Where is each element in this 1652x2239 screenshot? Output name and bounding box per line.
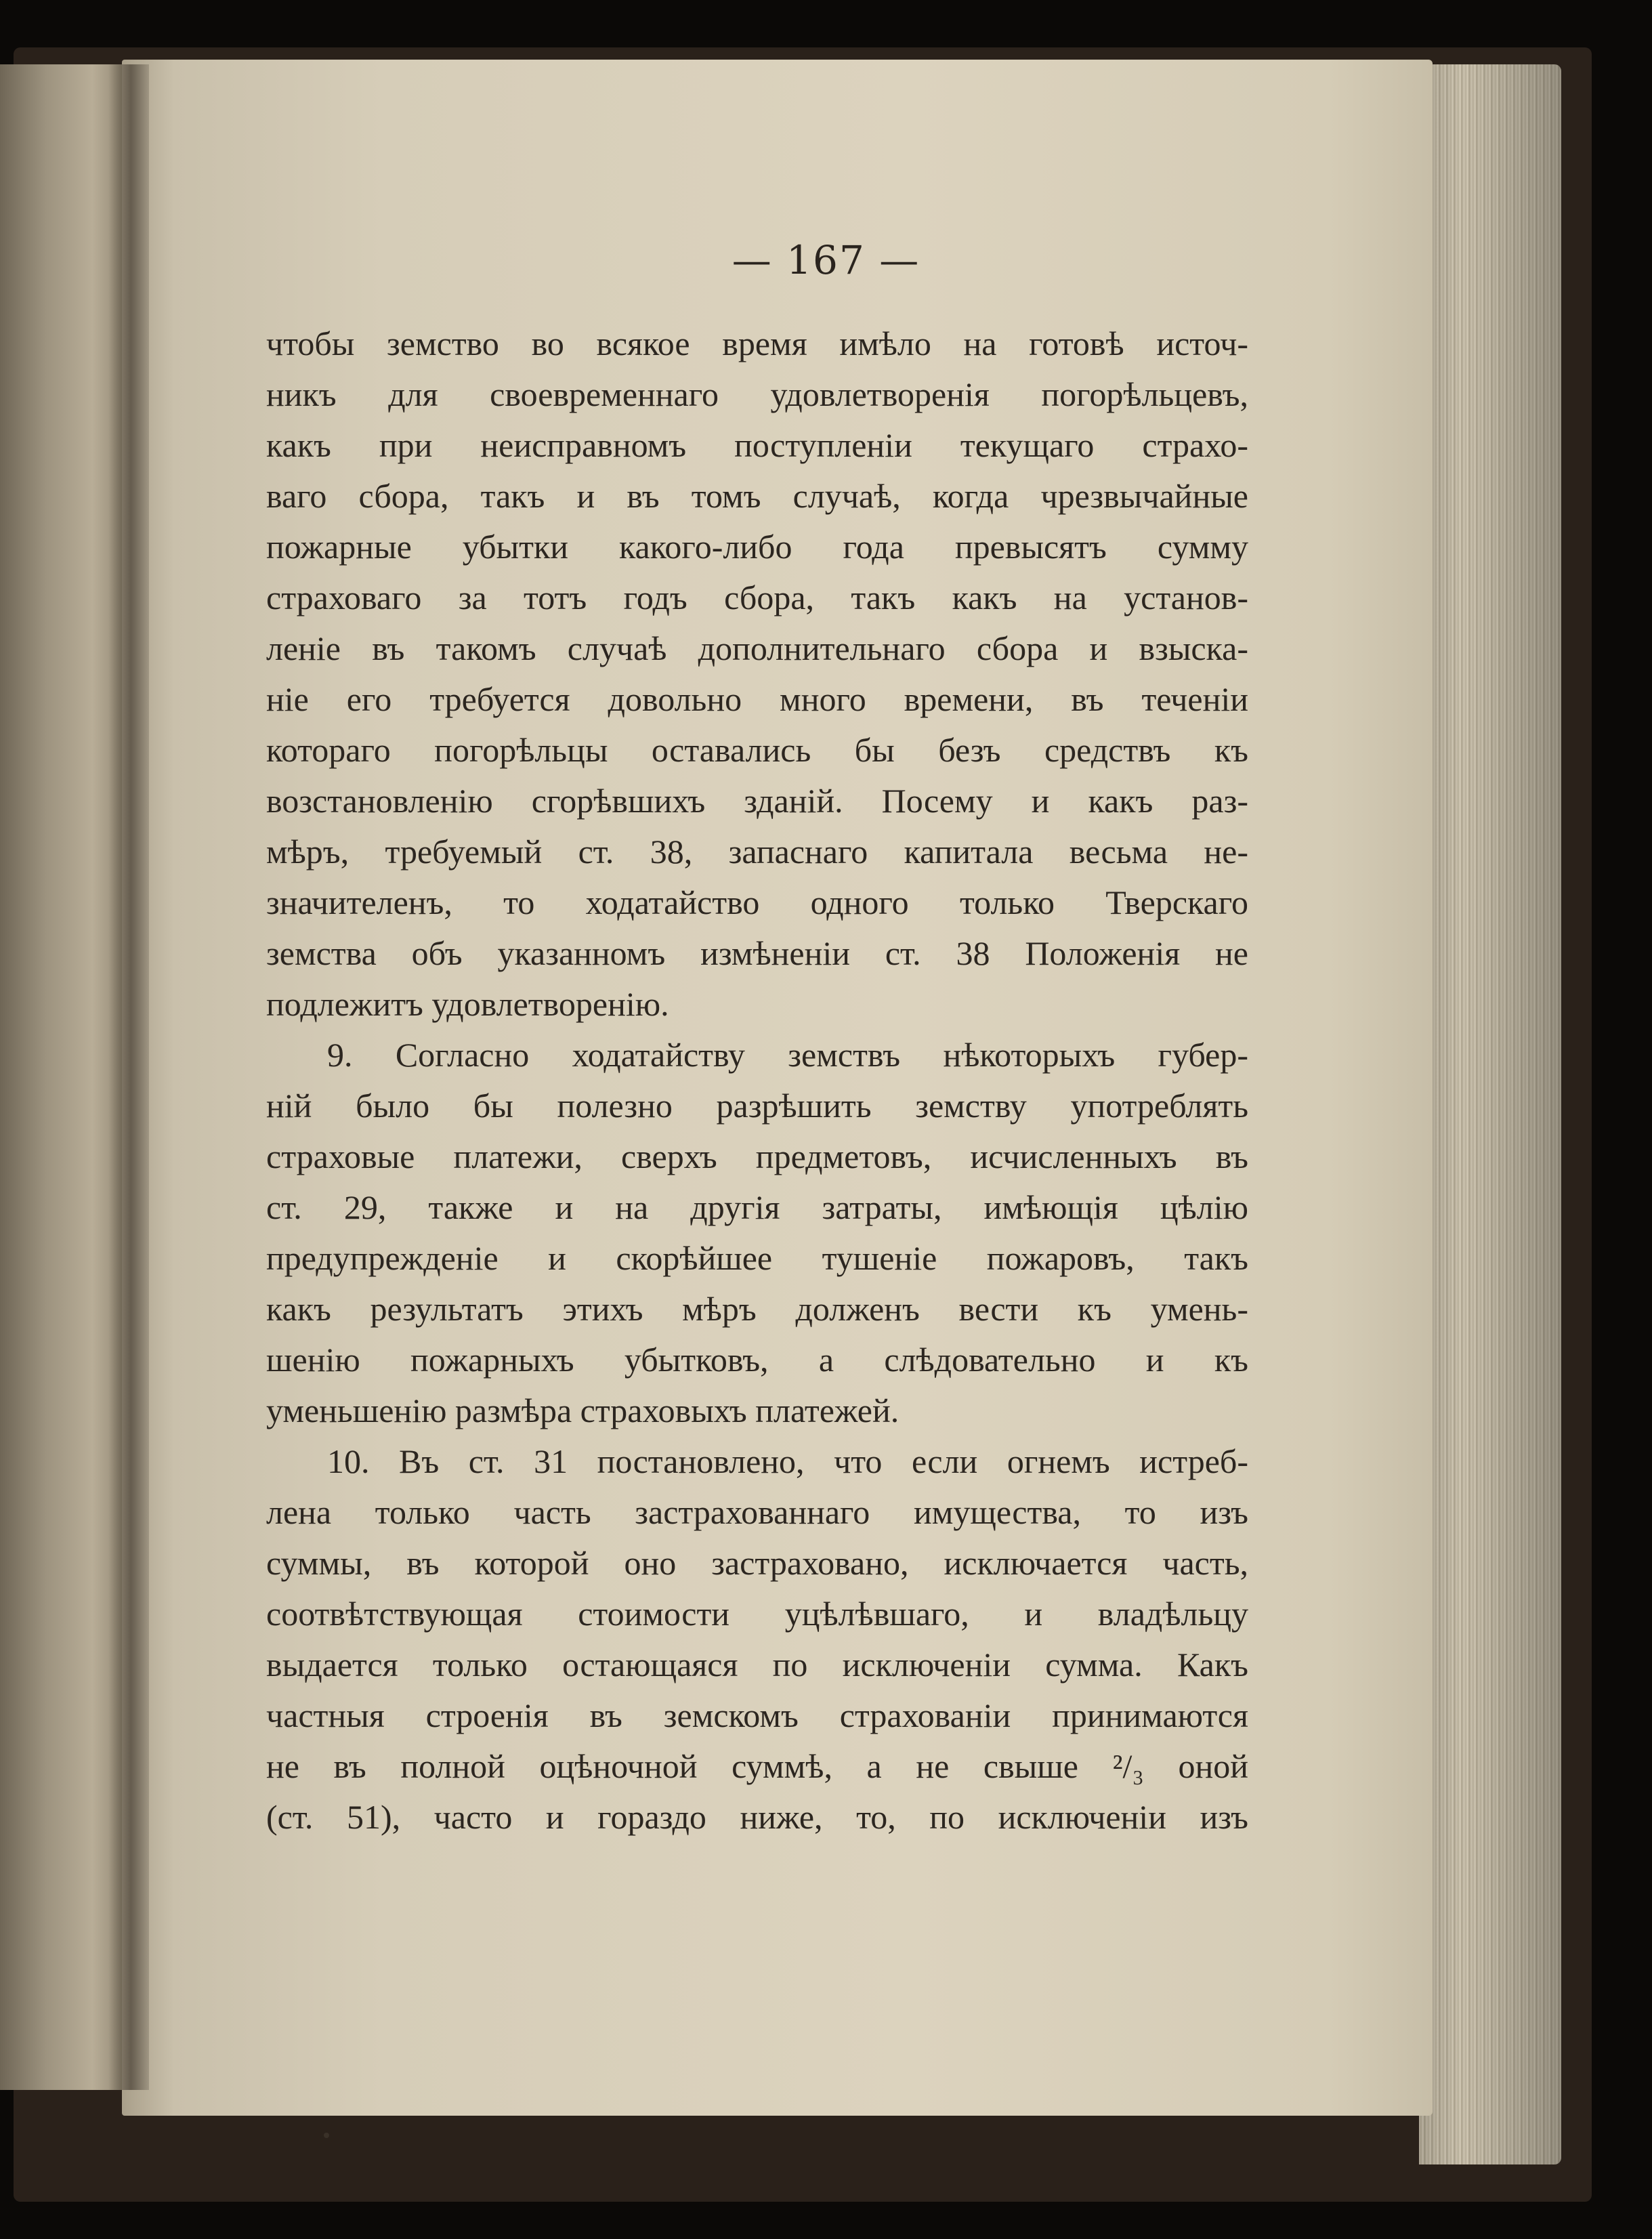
text-line: ст. 29, также и на другія затраты, имѣющія цѣлію (266, 1188, 1248, 1226)
text-line: никъ для своевременнаго удовлетворенія погорѣльцевъ, (266, 375, 1248, 413)
text-line: какъ при неисправномъ поступленіи текущаго страхо- (266, 426, 1248, 464)
text-line: шенію пожарныхъ убытковъ, а слѣдовательно и къ (266, 1341, 1248, 1379)
text-line: леніе въ такомъ случаѣ дополнительнаго сбора и взыска- (266, 629, 1248, 667)
page-number: — 167 — (732, 237, 920, 283)
text-line: возстановленію сгорѣвшихъ зданій. Посему и какъ раз- (266, 782, 1248, 820)
text-line: котораго погорѣльцы оставались бы безъ средствъ къ (266, 731, 1248, 769)
text-line: мѣръ, требуемый ст. 38, запаснаго капитала весьма не- (266, 833, 1248, 871)
text-line: ніе его требуется довольно много времени, въ теченіи (266, 680, 1248, 718)
text-line: пожарные убытки какого-либо года превысятъ сумму (266, 528, 1248, 566)
text-line: какъ результатъ этихъ мѣръ долженъ вести къ умень- (266, 1290, 1248, 1328)
text-line: суммы, въ которой оно застраховано, исключается часть, (266, 1544, 1248, 1582)
text-line: (ст. 51), часто и гораздо ниже, то, по исключеніи изъ (266, 1798, 1248, 1836)
text-line: земства объ указанномъ измѣненіи ст. 38 Положенія не (266, 934, 1248, 972)
text-line: ваго сбора, такъ и въ томъ случаѣ, когда чрезвычайные (266, 477, 1248, 515)
text-line: страховые платежи, сверхъ предметовъ, исчисленныхъ въ (266, 1137, 1248, 1175)
text-line: лена только часть застрахованнаго имущества, то изъ (266, 1493, 1248, 1531)
text-line: соотвѣтствующая стоимости уцѣлѣвшаго, и владѣльцу (266, 1595, 1248, 1633)
text-line: чтобы земство во всякое время имѣло на готовѣ источ- (266, 325, 1248, 362)
text-line: не въ полной оцѣночной суммѣ, а не свыше ²/₃ оной (266, 1747, 1248, 1785)
text-line: страховаго за тотъ годъ сбора, такъ какъ на установ- (266, 579, 1248, 616)
paragraph-9-start: 9. Согласно ходатайству земствъ нѣкоторыхъ губер- (327, 1036, 1248, 1074)
text-line: уменьшенію размѣра страховыхъ платежей. (266, 1391, 899, 1429)
page-edges (1419, 64, 1561, 2164)
paragraph-10-start: 10. Въ ст. 31 постановлено, что если огнемъ истреб- (327, 1442, 1248, 1480)
text-line: значителенъ, то ходатайство одного только Тверскаго (266, 883, 1248, 921)
text-line: подлежитъ удовлетворенію. (266, 985, 669, 1023)
text-line: выдается только остающаяся по исключеніи сумма. Какъ (266, 1646, 1248, 1683)
gutter-shadow (108, 64, 149, 2090)
text-line: ній было бы полезно разрѣшить земству употреблять (266, 1087, 1248, 1125)
ink-speck (324, 2133, 329, 2138)
text-line: предупрежденіе и скорѣйшее тушеніе пожаровъ, такъ (266, 1239, 1248, 1277)
body-text (266, 318, 1248, 1843)
text-line: частныя строенія въ земскомъ страхованіи принимаются (266, 1696, 1248, 1734)
